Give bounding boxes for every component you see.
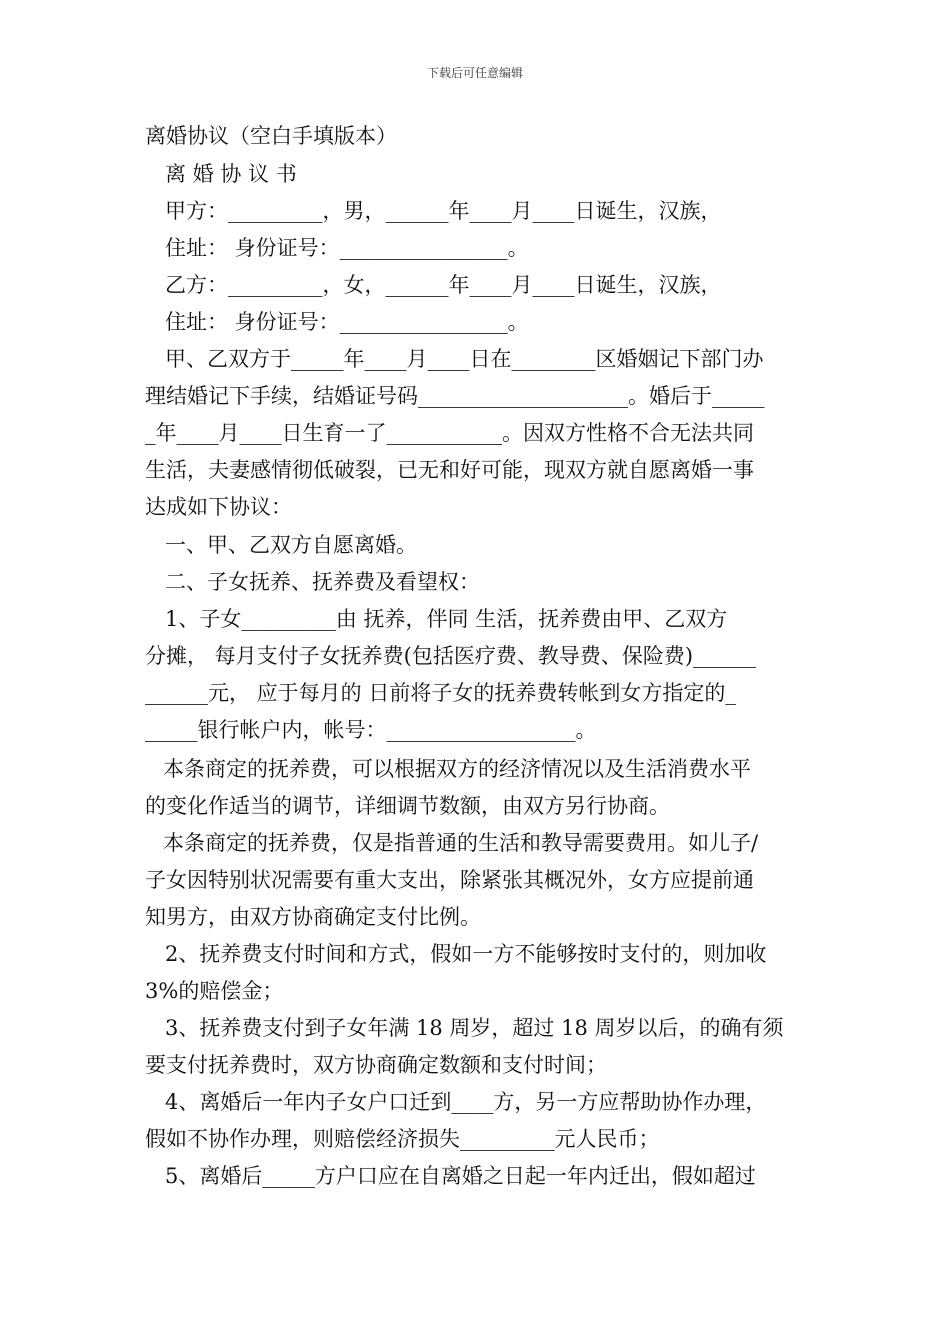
document-title: 离婚协议（空白手填版本） (145, 124, 397, 148)
paragraph-line: 的变化作适当的调节，详细调节数额，由双方另行协商。 (145, 794, 670, 818)
paragraph-line: 本条商定的抚养费，可以根据双方的经济情况以及生活消费水平 (163, 757, 751, 781)
paragraph-line: 分摊， 每月支付子女抚养费(包括医疗费、教导费、保险费)______ (145, 644, 757, 668)
clause-line: 二、子女抚养、抚养费及看望权： (165, 570, 480, 594)
clause-line: 5、离婚后_____方户口应在自离婚之日起一年内迁出，假如超过 (165, 1164, 756, 1188)
page-header-note: 下载后可任意编辑 (426, 66, 523, 80)
paragraph-line: 达成如下协议： (145, 495, 292, 519)
paragraph-line: ______元， 应于每月的 日前将子女的抚养费转帐到女方指定的_ (145, 681, 736, 705)
paragraph-line: 生活，夫妻感情彻低破裂，已无和好可能，现双方就自愿离婚一事 (145, 458, 754, 482)
paragraph-line: 3%的赔偿金； (145, 979, 284, 1003)
clause-line: 1、子女_________由 抚养，伴同 生活，抚养费由甲、乙双方 (165, 607, 728, 631)
party-b-address-line: 住址： 身份证号：________________。 (165, 310, 529, 334)
clause-line: 2、抚养费支付时间和方式，假如一方不能够按时支付的，则加收 (165, 942, 767, 966)
paragraph-line: 本条商定的抚养费，仅是指普通的生活和教导需要费用。如儿子/ (163, 831, 759, 855)
paragraph-line: 假如不协作办理，则赔偿经济损失_________元人民币； (145, 1127, 660, 1151)
paragraph-line: _年____月____日生育一了___________。因双方性格不合无法共同 (145, 421, 754, 445)
paragraph-line: 子女因特别状况需要有重大支出，除紧张其概况外，女方应提前通 (145, 868, 754, 892)
clause-line: 一、甲、乙双方自愿离婚。 (165, 533, 417, 557)
clause-line: 4、离婚后一年内子女户口迁到____方，另一方应帮助协作办理， (165, 1090, 767, 1114)
paragraph-line: 要支付抚养费时，双方协商确定数额和支付时间； (145, 1053, 607, 1077)
party-b-line: 乙方：_________，女，______年____月____日诞生，汉族， (165, 273, 722, 297)
paragraph-line: 理结婚记下手续，结婚证号码____________________。婚后于_____ (145, 384, 765, 408)
party-a-address-line: 住址： 身份证号：________________。 (165, 236, 529, 260)
paragraph-line: 甲、乙双方于_____年____月____日在________区婚姻记下部门办 (165, 347, 764, 371)
party-a-line: 甲方：_________，男，______年____月____日诞生，汉族， (165, 199, 722, 223)
paragraph-line: _____银行帐户内，帐号：__________________。 (145, 718, 597, 742)
paragraph-line: 知男方，由双方协商确定支付比例。 (145, 905, 481, 929)
agreement-heading: 离 婚 协 议 书 (165, 162, 297, 186)
clause-line: 3、抚养费支付到子女年满 18 周岁，超过 18 周岁以后，的确有须 (165, 1016, 784, 1040)
